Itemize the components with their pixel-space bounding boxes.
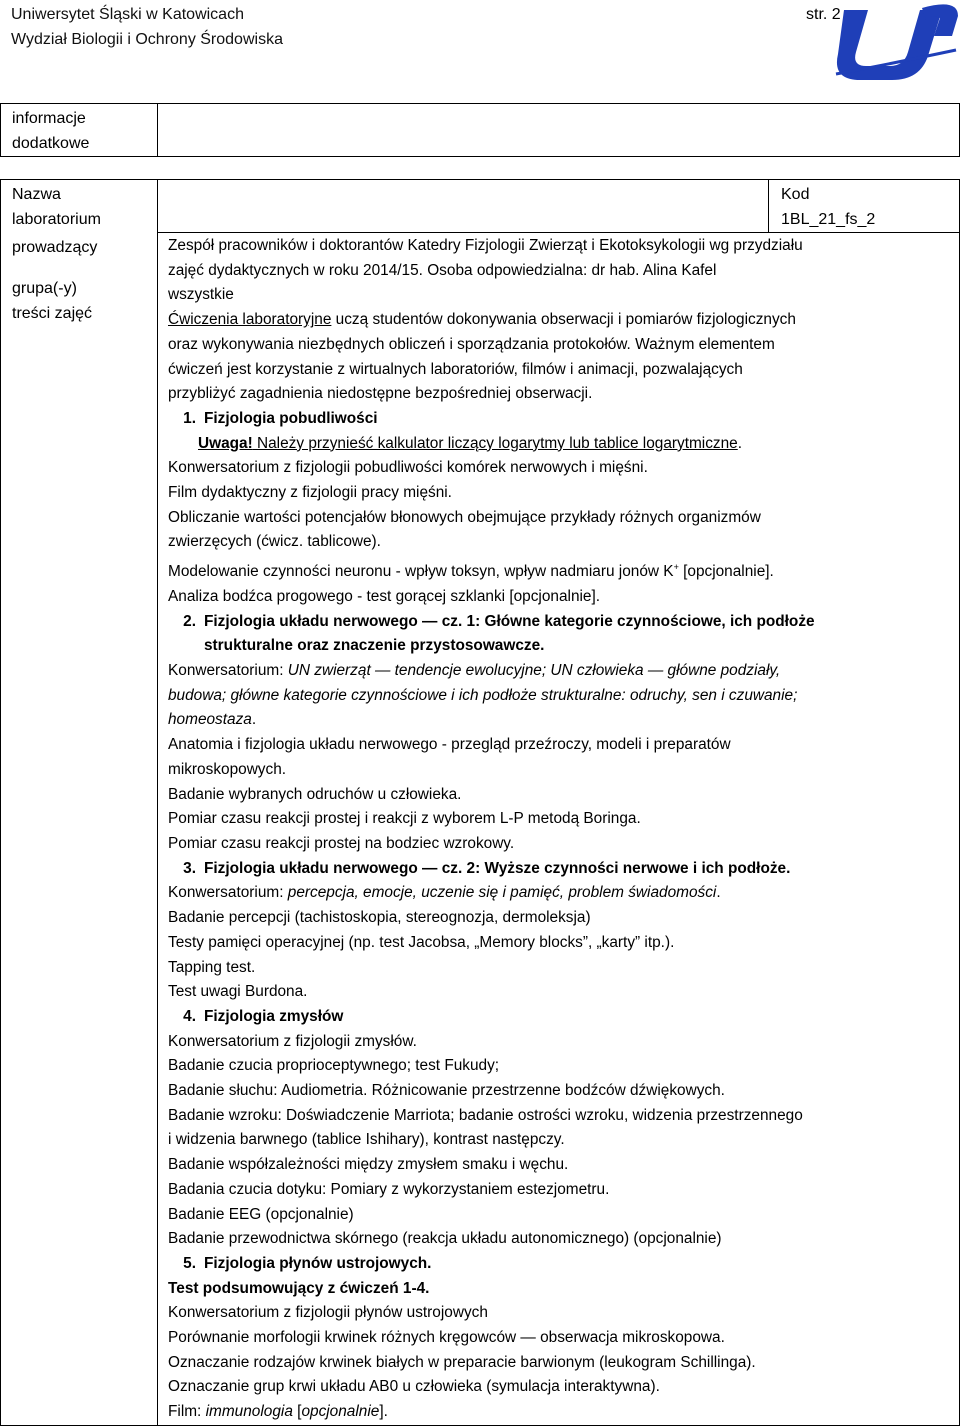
s1-line-4 bbox=[168, 555, 959, 585]
s4-line-4b: i widzenia barwnego (tablice Ishihary), kontrast następczy. bbox=[168, 1131, 565, 1149]
info-table bbox=[0, 103, 960, 157]
instructor-line-2: zajęć dydaktycznych w roku 2014/15. Osoba odpowiedzialna: dr hab. Alina Kafel bbox=[168, 261, 717, 279]
s2-konw-end: . bbox=[251, 711, 257, 729]
code-label: Kod bbox=[781, 186, 810, 203]
instructor-line-1: Zespół pracowników i doktorantów Katedry Fizjologii Zwierząt i Ekotoksykologii wg przydziału bbox=[168, 237, 803, 254]
s2-line-3: Pomiar czasu reakcji prostej i reakcji z wyborem L-P metodą Boringa. bbox=[168, 810, 641, 828]
s2-konw-text-3: homeostaza bbox=[168, 711, 252, 729]
intro-underlined: Ćwiczenia laboratoryjne bbox=[168, 311, 332, 329]
university-name: Uniwersytet Śląski w Katowicach bbox=[11, 6, 244, 23]
s5-film-end: ]. bbox=[379, 1403, 388, 1421]
s1-line-4-end: [opcjonalnie]. bbox=[678, 563, 774, 581]
section-2-title-2: strukturalne oraz znaczenie przystosowawcze. bbox=[204, 637, 545, 655]
faculty-name: Wydział Biologii i Ochrony Środowiska bbox=[11, 31, 283, 48]
section-1-title: Fizjologia pobudliwości bbox=[204, 409, 378, 427]
s2-line-1b: mikroskopowych. bbox=[168, 760, 287, 778]
s1-line-4-text: Modelowanie czynności neuronu - wpływ toksyn, wpływ nadmiaru jonów K bbox=[168, 563, 674, 581]
code-cell bbox=[769, 180, 960, 233]
s4-line-3: Badanie słuchu: Audiometria. Różnicowanie przestrzenne bodźców dźwiękowych. bbox=[168, 1082, 725, 1100]
s5-line-5 bbox=[168, 1400, 959, 1425]
instructor-label: prowadzący bbox=[12, 238, 98, 256]
s3-line-3: Tapping test. bbox=[168, 958, 256, 976]
s2-konw-text-1: UN zwierząt — tendencje ewolucyjne; UN człowieka — główne podziały, bbox=[287, 662, 781, 680]
s3-konw-prefix: Konwersatorium: bbox=[168, 884, 288, 902]
s2-konw-prefix: Konwersatorium: bbox=[168, 662, 288, 680]
content-label: treści zajęć bbox=[12, 304, 93, 322]
s1-line-3b: zwierzęcych (ćwicz. tablicowe). bbox=[168, 533, 381, 551]
section-4-number: 4. bbox=[183, 1007, 196, 1025]
info-label-1: informacje bbox=[12, 110, 86, 127]
section-3-number: 3. bbox=[183, 859, 196, 877]
university-logo-icon bbox=[830, 0, 960, 84]
s5-film-topic: immunologia bbox=[205, 1403, 293, 1421]
section-2-heading bbox=[168, 610, 959, 635]
s2-line-4: Pomiar czasu reakcji prostej na bodziec wzrokowy. bbox=[168, 835, 515, 852]
section-5-number: 5. bbox=[183, 1254, 196, 1272]
section-4-title: Fizjologia zmysłów bbox=[204, 1007, 344, 1025]
s5-line-1: Konwersatorium z fizjologii płynów ustrojowych bbox=[168, 1304, 488, 1322]
group-value: wszystkie bbox=[168, 286, 234, 304]
course-table bbox=[0, 179, 960, 1426]
intro-line-1 bbox=[168, 308, 959, 333]
section-1-number: 1. bbox=[183, 409, 196, 427]
section-1-note bbox=[168, 432, 959, 457]
s4-line-5: Badanie współzależności między zmysłem smaku i węchu. bbox=[168, 1156, 569, 1174]
note-warning: Uwaga! bbox=[198, 434, 253, 452]
s3-konw bbox=[168, 881, 959, 906]
content-column bbox=[158, 233, 960, 1426]
code-value: 1BL_21_fs_2 bbox=[781, 211, 876, 228]
s4-line-2: Badanie czucia proprioceptywnego; test Fukudy; bbox=[168, 1057, 500, 1075]
s1-line-1: Konwersatorium z fizjologii pobudliwości komórek nerwowych i mięśni. bbox=[168, 459, 648, 477]
s3-line-2: Testy pamięci operacyjnej (np. test Jacobsa, „Memory blocks”, „karty” itp.). bbox=[168, 933, 675, 951]
s4-line-8: Badanie przewodnictwa skórnego (reakcja układu autonomicznego) (opcjonalnie) bbox=[168, 1230, 722, 1248]
s5-film-optional: opcjonalnie bbox=[301, 1403, 380, 1421]
s5-film-bracket: [ bbox=[292, 1403, 302, 1421]
s5-line-4: Oznaczanie grup krwi układu AB0 u człowieka (symulacja interaktywna). bbox=[168, 1378, 660, 1396]
s1-line-3a: Obliczanie wartości potencjałów błonowych obejmujące przykłady różnych organizmów bbox=[168, 508, 761, 526]
section-3-heading bbox=[168, 857, 959, 882]
section-3-title: Fizjologia układu nerwowego — cz. 2: Wyższe czynności nerwowe i ich podłoże. bbox=[204, 859, 791, 877]
info-value-cell bbox=[158, 104, 960, 157]
note-end: . bbox=[737, 434, 743, 452]
s3-line-1: Badanie percepcji (tachistoskopia, stereognozja, dermoleksja) bbox=[168, 909, 591, 927]
s4-line-4a: Badanie wzroku: Doświadczenie Marriota; badanie ostrości wzroku, widzenia przestrzennego bbox=[168, 1106, 803, 1124]
s5-test: Test podsumowujący z ćwiczeń 1-4. bbox=[168, 1279, 430, 1297]
name-label-cell bbox=[1, 180, 158, 233]
name-label-1: Nazwa bbox=[12, 186, 61, 203]
page-number: str. 2 bbox=[806, 6, 841, 23]
info-label-2: dodatkowe bbox=[12, 135, 90, 152]
section-1-heading bbox=[168, 407, 959, 432]
s1-line-4-sup: + bbox=[673, 562, 679, 573]
s2-line-2: Badanie wybranych odruchów u człowieka. bbox=[168, 785, 462, 803]
group-label: grupa(-y) bbox=[12, 279, 77, 297]
s3-line-4: Test uwagi Burdona. bbox=[168, 983, 308, 1001]
labels-column bbox=[1, 233, 158, 1426]
name-label-2: laboratorium bbox=[12, 211, 101, 228]
intro-line-3: ćwiczeń jest korzystanie z wirtualnych laboratoriów, filmów i animacji, pozwalających bbox=[168, 360, 743, 378]
intro-text-1: uczą studentów dokonywania obserwacji i pomiarów fizjologicznych bbox=[331, 311, 796, 329]
section-4-heading bbox=[168, 1005, 959, 1030]
section-2-number: 2. bbox=[183, 612, 196, 630]
s2-konw-1 bbox=[168, 659, 959, 684]
s3-konw-end: . bbox=[716, 884, 721, 902]
note-text: Należy przynieść kalkulator liczący logarytmy lub tablice logarytmiczne bbox=[252, 434, 738, 452]
s4-line-1: Konwersatorium z fizjologii zmysłów. bbox=[168, 1032, 417, 1050]
s4-line-7: Badanie EEG (opcjonalnie) bbox=[168, 1205, 354, 1223]
s2-konw-2: budowa; główne kategorie czynnościowe i ich podłoże strukturalne: odruchy, sen i czuwanie; bbox=[168, 686, 798, 704]
s2-line-1a: Anatomia i fizjologia układu nerwowego - przegląd przeźroczy, modeli i preparatów bbox=[168, 736, 731, 754]
s2-konw-3 bbox=[168, 708, 959, 733]
s3-konw-text: percepcja, emocje, uczenie się i pamięć, problem świadomości bbox=[287, 884, 717, 902]
s1-line-5: Analiza bodźca progowego - test gorącej szklanki [opcjonalnie]. bbox=[168, 587, 601, 605]
intro-line-2: oraz wykonywania niezbędnych obliczeń i sporządzania protokołów. Ważnym elementem bbox=[168, 335, 775, 353]
s4-line-6: Badania czucia dotyku: Pomiary z wykorzystaniem estezjometru. bbox=[168, 1180, 610, 1198]
section-2-title-1: Fizjologia układu nerwowego — cz. 1: Główne kategorie czynnościowe, ich podłoże bbox=[204, 612, 815, 630]
s1-line-2: Film dydaktyczny z fizjologii pracy mięśni. bbox=[168, 484, 452, 502]
intro-line-4: przybliżyć zagadnienia niedostępne bezpośredniej obserwacji. bbox=[168, 385, 593, 403]
s5-film-prefix: Film: bbox=[168, 1403, 206, 1421]
s5-line-2: Porównanie morfologii krwinek różnych kręgowców — obserwacja mikroskopowa. bbox=[168, 1329, 725, 1347]
info-label-cell bbox=[1, 104, 158, 157]
s5-line-3: Oznaczanie rodzajów krwinek białych w preparacie barwionym (leukogram Schillinga). bbox=[168, 1353, 756, 1371]
section-5-title: Fizjologia płynów ustrojowych. bbox=[204, 1254, 432, 1272]
section-5-heading bbox=[168, 1252, 959, 1277]
